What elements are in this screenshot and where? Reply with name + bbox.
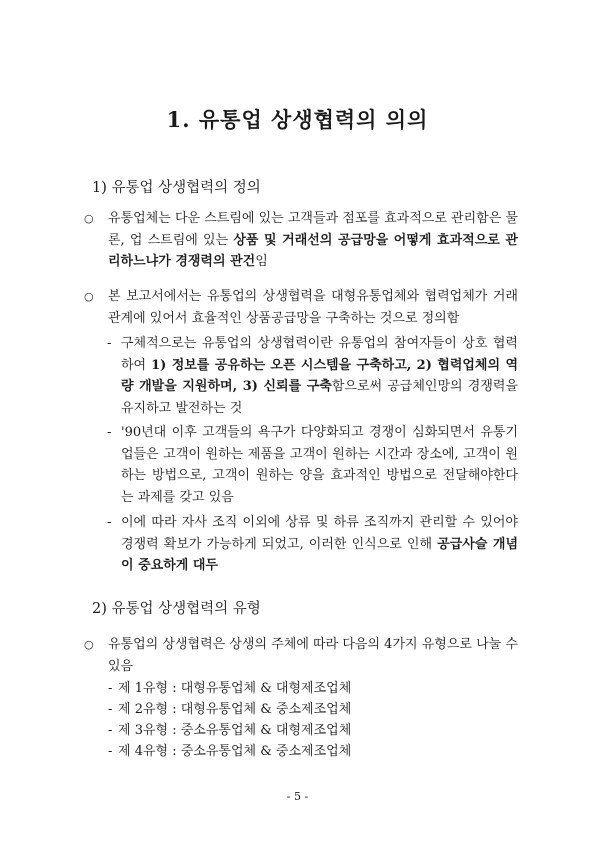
paragraph-text: 유통업의 상생협력은 상생의 주체에 따라 다음의 4가지 유형으로 나눌 수 있음 — [108, 637, 518, 674]
paragraph-retailer-management — [84, 208, 518, 273]
dash-bullet: - — [107, 336, 112, 351]
dash-bullet: - — [107, 425, 112, 440]
list-item-text: 제 4유형 : 중소유통업체 & 중소제조업체 — [118, 744, 352, 759]
paragraph-text: 유통업체는 다운 스트림에 있는 고객들과 점포를 효과적으로 관리함은 물론, 업 스트림에 있는 — [108, 211, 518, 248]
list-item — [108, 699, 518, 720]
paragraph-report-definition — [84, 286, 518, 329]
emphasis-text: 상품 및 거래선의 공급망을 어떻게 효과적으로 관리하느냐가 경쟁력의 관건 — [108, 232, 518, 269]
list-item — [108, 678, 518, 699]
dash-bullet: - — [107, 515, 112, 530]
paragraph-text-end: 임 — [255, 254, 268, 269]
sub-item-text: 구체적으로는 유통업의 상생협력이란 유통업의 참여자들이 상호 협력하여 — [121, 336, 518, 373]
list-item-text: 제 1유형 : 대형유통업체 & 대형제조업체 — [118, 681, 352, 696]
sub-item-customer-needs — [107, 422, 518, 508]
page-title: 1. 유통업 상생협력의 의의 — [166, 107, 429, 132]
circle-bullet-icon: ○ — [84, 290, 94, 303]
section-heading-definition: 1) 유통업 상생협력의 정의 — [92, 180, 261, 196]
sub-item-text: 이에 따라 자사 조직 이외에 상류 및 하류 조직까지 관리할 수 있어야 경쟁력 확보가 가능하게 되었고, 이러한 인식으로 인해 — [121, 515, 518, 552]
list-item — [108, 720, 518, 741]
emphasis-text: 1) 정보를 공유하는 오픈 시스템을 구축하고, 2) 협력업체의 역량 개발을 지원하며, 3) 신뢰를 구축 — [121, 357, 519, 394]
dash-bullet: - — [108, 744, 113, 759]
sub-item-supply-chain — [107, 512, 519, 577]
list-item-text: 제 2유형 : 대형유통업체 & 중소제조업체 — [118, 702, 352, 717]
paragraph-text: 본 보고서에서는 유통업의 상생협력을 대형유통업체와 협력업체가 거래관계에 있어서 효율적인 상품공급망을 구축하는 것으로 정의함 — [108, 289, 518, 326]
page-number: - 5 - — [286, 790, 309, 803]
types-list — [108, 678, 518, 762]
dash-bullet: - — [108, 681, 113, 696]
dash-bullet: - — [108, 723, 113, 738]
list-item-text: 제 3유형 : 중소유통업체 & 대형제조업체 — [118, 723, 352, 738]
dash-bullet: - — [108, 702, 113, 717]
sub-item-text: '90년대 이후 고객들의 욕구가 다양화되고 경쟁이 심화되면서 유통기업들은 고객이 원하는 제품을 고객이 원하는 시간과 장소에, 고객이 원하는 방법으로, 고객이 원하는 양을 효과적인 방법으로 전달해야한다는 과제를 갖고 있음 — [121, 425, 518, 505]
sub-item-text-end: 함으로써 공급체인망의 경쟁력을 유지하고 발전하는 것 — [121, 379, 519, 416]
emphasis-text: 공급사슬 개념이 중요하게 대두 — [121, 536, 519, 573]
circle-bullet-icon: ○ — [84, 638, 94, 651]
paragraph-types-intro — [84, 634, 518, 677]
sub-item-specific-definition — [107, 333, 519, 419]
circle-bullet-icon: ○ — [84, 212, 94, 225]
section-heading-types: 2) 유통업 상생협력의 유형 — [92, 601, 261, 617]
list-item — [108, 741, 518, 762]
